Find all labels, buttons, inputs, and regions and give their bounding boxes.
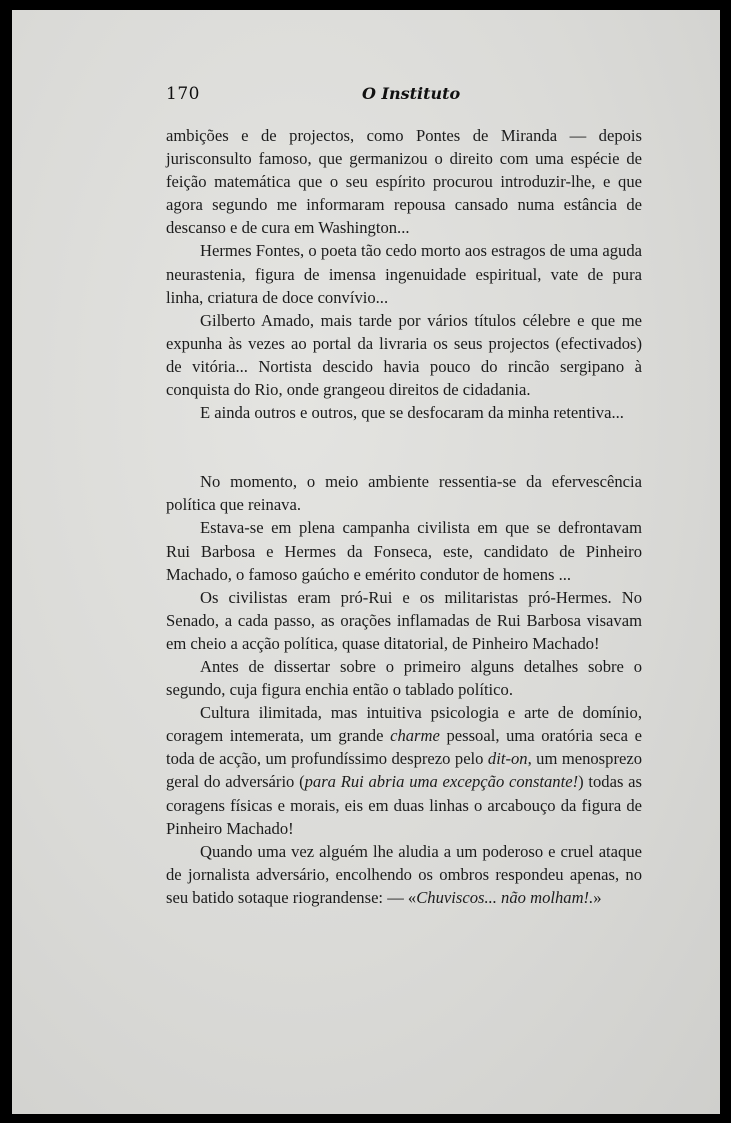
paragraph: Hermes Fontes, o poeta tão cedo morto aos estragos de uma aguda neurastenia, figura de imensa ingenuidade espiritual, vate de pura linha, criatura de doce convívio... (166, 241, 642, 307)
paragraph-cultura (166, 701, 642, 840)
paragraph: Gilberto Amado, mais tarde por vários títulos célebre e que me expunha às vezes ao portal da livraria os seus projectos (efectivados) de vitória... Nortista descido havia pouco do rincão sergipano à conquista do Rio, onde grangeou direitos de cidadania. (166, 310, 642, 400)
paragraph: No momento, o meio ambiente ressentia-se da efervescência política que reinava. (166, 472, 642, 515)
paragraph: Os civilistas eram pró-Rui e os militaristas pró-Hermes. No Senado, a cada passo, as orações inflamadas de Rui Barbosa visavam em cheio a acção política, quase ditatorial, de Pinheiro Machado! (166, 587, 642, 653)
text-run: ) todas as coragens físicas e morais, eis em duas linhas o arcabouço da figura de Pinheiro Machado! (166, 772, 642, 838)
italic-quote: Chuviscos... não molham!. (416, 887, 594, 907)
page-number: 170 (166, 84, 200, 104)
section-break (166, 424, 642, 470)
italic-term: dit-on (487, 749, 528, 769)
text-run: pessoal, uma oratória seca e toda de acção, um profundíssimo desprezo pelo (166, 726, 642, 769)
text-run: Cultura ilimitada, mas intuitiva psicologia e arte de domínio, coragem intemerata, um grande (166, 703, 642, 746)
body-text (166, 124, 642, 909)
paragraph: E ainda outros e outros, que se desfocaram da minha retentiva... (200, 403, 624, 423)
italic-term: charme (390, 726, 440, 746)
text-run: » (593, 887, 602, 907)
italic-quote: para Rui abria uma excepção constante! (304, 772, 579, 792)
paragraph: Estava-se em plena campanha civilista em que se defrontavam Rui Barbosa e Hermes da Fonseca, este, candidato de Pinheiro Machado, o famoso gaúcho e emérito condutor de homens ... (166, 518, 642, 584)
page-header (166, 84, 642, 110)
text-run: Quando uma vez alguém lhe aludia a um poderoso e cruel ataque de jornalista adversário, encolhendo os ombros respondeu apenas, no seu batido sotaque riograndense: — « (166, 841, 642, 907)
text-run: , um menosprezo geral do adversário ( (166, 749, 642, 792)
running-title: O Instituto (362, 84, 461, 103)
paragraph-last (166, 840, 642, 909)
paragraph: Antes de dissertar sobre o primeiro alguns detalhes sobre o segundo, cuja figura enchia então o tablado político. (166, 656, 642, 700)
paragraph: ambições e de projectos, como Pontes de Miranda — depois jurisconsulto famoso, que germanizou o direito com uma espécie de feição matemática que o seu espírito procurou introduzir-lhe, e que agora segundo me informaram repousa cansado numa estância de descanso e de cura em Washington... (166, 126, 642, 238)
